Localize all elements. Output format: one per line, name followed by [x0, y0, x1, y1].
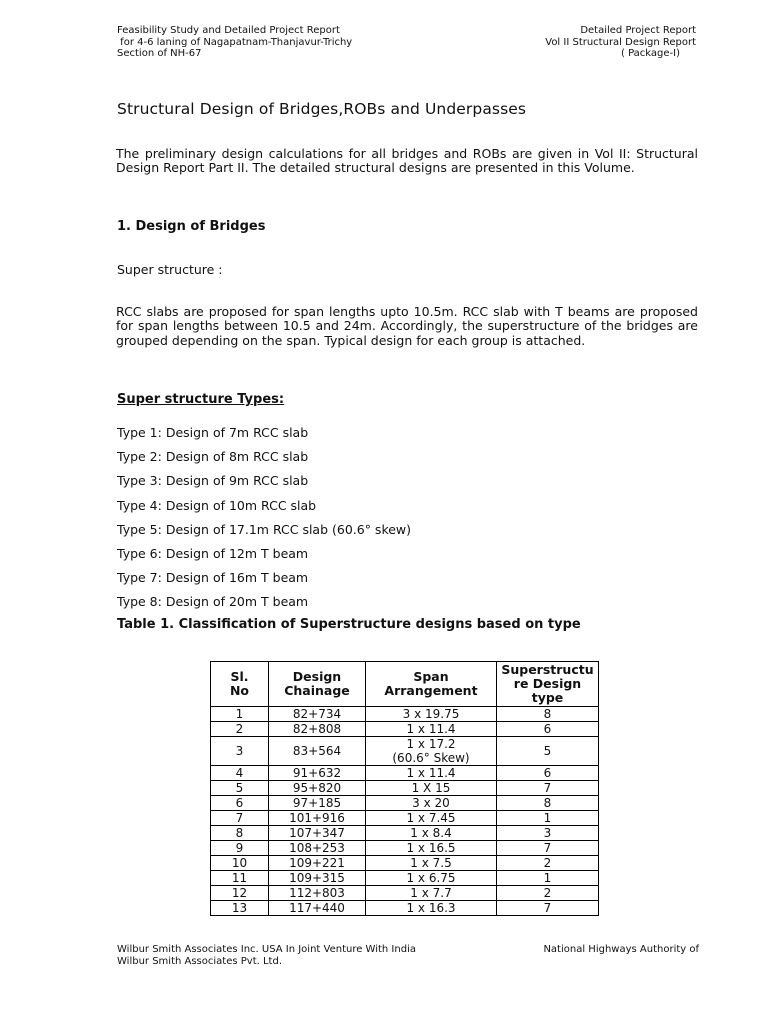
cell-design-chainage: 83+564: [269, 737, 366, 766]
cell-design-type: 5: [497, 737, 599, 766]
cell-sl-no: 11: [211, 871, 269, 886]
table-row: [211, 722, 599, 737]
cell-design-chainage: 82+808: [269, 722, 366, 737]
cell-design-chainage: 97+185: [269, 796, 366, 811]
cell-design-type: 2: [497, 856, 599, 871]
cell-design-type: 8: [497, 707, 599, 722]
table-row: [211, 841, 599, 856]
cell-design-chainage: 108+253: [269, 841, 366, 856]
type-item: Type 6: Design of 12m T beam: [117, 545, 309, 561]
types-list: [117, 425, 411, 619]
cell-design-chainage: 109+221: [269, 856, 366, 871]
cell-design-type: 7: [497, 781, 599, 796]
type-item: Type 7: Design of 16m T beam: [117, 570, 309, 586]
page-title: Structural Design of Bridges,ROBs and Underpasses: [117, 100, 527, 118]
cell-span-arrangement: 3 x 20: [366, 796, 497, 811]
cell-sl-no: 8: [211, 826, 269, 841]
superstructure-paragraph: RCC slabs are proposed for span lengths upto 10.5m. RCC slab with T beams are proposed for span lengths between 10.5 and 24m. Accordingly, the superstructure of the bridges are grouped depending on the span. Typical design for each group is attached.: [116, 304, 698, 348]
header-left-line-2: for 4-6 laning of Nagapatnam-Thanjavur-Trichy: [117, 36, 353, 48]
table-row: [211, 871, 599, 886]
cell-span-arrangement: 1 x 7.45: [366, 811, 497, 826]
footer-left-line-2: Wilbur Smith Associates Pvt. Ltd.: [117, 955, 282, 967]
cell-sl-no: 9: [211, 841, 269, 856]
table-row: [211, 901, 599, 916]
footer-left: [117, 944, 417, 967]
cell-sl-no: 13: [211, 901, 269, 916]
table-row: [211, 737, 599, 766]
table-row: [211, 811, 599, 826]
cell-span-arrangement: 1 x 8.4: [366, 826, 497, 841]
header-left: [117, 25, 352, 60]
cell-span-arrangement: 1 x 7.7: [366, 886, 497, 901]
cell-sl-no: 12: [211, 886, 269, 901]
cell-design-type: 6: [497, 766, 599, 781]
table-row: [211, 796, 599, 811]
type-item: Type 2: Design of 8m RCC slab: [117, 449, 309, 465]
header-design-type: Superstructu re Design type: [497, 662, 599, 707]
cell-design-type: 3: [497, 826, 599, 841]
cell-span-arrangement: 1 x 16.3: [366, 901, 497, 916]
cell-sl-no: 6: [211, 796, 269, 811]
type-item: Type 1: Design of 7m RCC slab: [117, 425, 309, 440]
cell-design-chainage: 91+632: [269, 766, 366, 781]
cell-design-chainage: 107+347: [269, 826, 366, 841]
header-design-chainage: Design Chainage: [269, 662, 366, 707]
cell-sl-no: 10: [211, 856, 269, 871]
cell-span-arrangement: 1 x 11.4: [366, 722, 497, 737]
cell-sl-no: 2: [211, 722, 269, 737]
footer-right: National Highways Authority of: [543, 944, 699, 955]
cell-design-chainage: 101+916: [269, 811, 366, 826]
type-item: Type 8: Design of 20m T beam: [117, 594, 309, 610]
header-sl-no: Sl. No: [211, 662, 269, 707]
cell-span-arrangement: 1 x 17.2 (60.6° Skew): [366, 737, 497, 766]
type-item: Type 3: Design of 9m RCC slab: [117, 473, 309, 489]
cell-span-arrangement: 1 x 6.75: [366, 871, 497, 886]
table-header-row: [211, 662, 599, 707]
header-span-arrangement: Span Arrangement: [366, 662, 497, 707]
table-row: [211, 707, 599, 722]
table-body: [211, 707, 599, 916]
cell-design-chainage: 109+315: [269, 871, 366, 886]
table-row: [211, 826, 599, 841]
classification-table: [210, 661, 599, 916]
cell-span-arrangement: 1 x 11.4: [366, 766, 497, 781]
header-right-line-3: ( Package-I): [621, 48, 680, 59]
table-row: [211, 781, 599, 796]
cell-design-chainage: 95+820: [269, 781, 366, 796]
types-heading: Super structure Types:: [117, 392, 285, 407]
intro-paragraph: The preliminary design calculations for all bridges and ROBs are given in Vol II: Structural Design Report Part II. The detailed structural designs are presented in this Volume.: [116, 146, 698, 176]
cell-design-type: 1: [497, 871, 599, 886]
type-item: Type 5: Design of 17.1m RCC slab (60.6° skew): [117, 521, 412, 537]
header-right: [545, 25, 696, 60]
header-right-line-2: Vol II Structural Design Report: [545, 36, 696, 48]
cell-design-type: 8: [497, 796, 599, 811]
table-row: [211, 886, 599, 901]
type-item: Type 4: Design of 10m RCC slab: [117, 497, 317, 513]
table-caption: Table 1. Classification of Superstructure designs based on type: [117, 617, 581, 632]
cell-design-chainage: 82+734: [269, 707, 366, 722]
cell-design-type: 2: [497, 886, 599, 901]
cell-sl-no: 7: [211, 811, 269, 826]
cell-sl-no: 1: [211, 707, 269, 722]
cell-span-arrangement: 3 x 19.75: [366, 707, 497, 722]
table-row: [211, 856, 599, 871]
superstructure-label: Super structure :: [117, 262, 223, 277]
cell-design-chainage: 117+440: [269, 901, 366, 916]
table-row: [211, 766, 599, 781]
cell-span-arrangement: 1 X 15: [366, 781, 497, 796]
section-heading-design-of-bridges: 1. Design of Bridges: [117, 219, 266, 234]
cell-span-arrangement: 1 x 16.5: [366, 841, 497, 856]
header-right-line-1: Detailed Project Report: [580, 25, 696, 36]
cell-design-type: 1: [497, 811, 599, 826]
cell-design-type: 6: [497, 722, 599, 737]
cell-design-chainage: 112+803: [269, 886, 366, 901]
header-left-line-3: Section of NH-67: [117, 48, 202, 59]
footer-left-line-1: Wilbur Smith Associates Inc. USA In Joint Venture With India: [117, 944, 416, 955]
cell-sl-no: 3: [211, 737, 269, 766]
cell-design-type: 7: [497, 901, 599, 916]
cell-sl-no: 4: [211, 766, 269, 781]
cell-span-arrangement: 1 x 7.5: [366, 856, 497, 871]
cell-sl-no: 5: [211, 781, 269, 796]
header-left-line-1: Feasibility Study and Detailed Project Report: [117, 25, 340, 36]
cell-design-type: 7: [497, 841, 599, 856]
